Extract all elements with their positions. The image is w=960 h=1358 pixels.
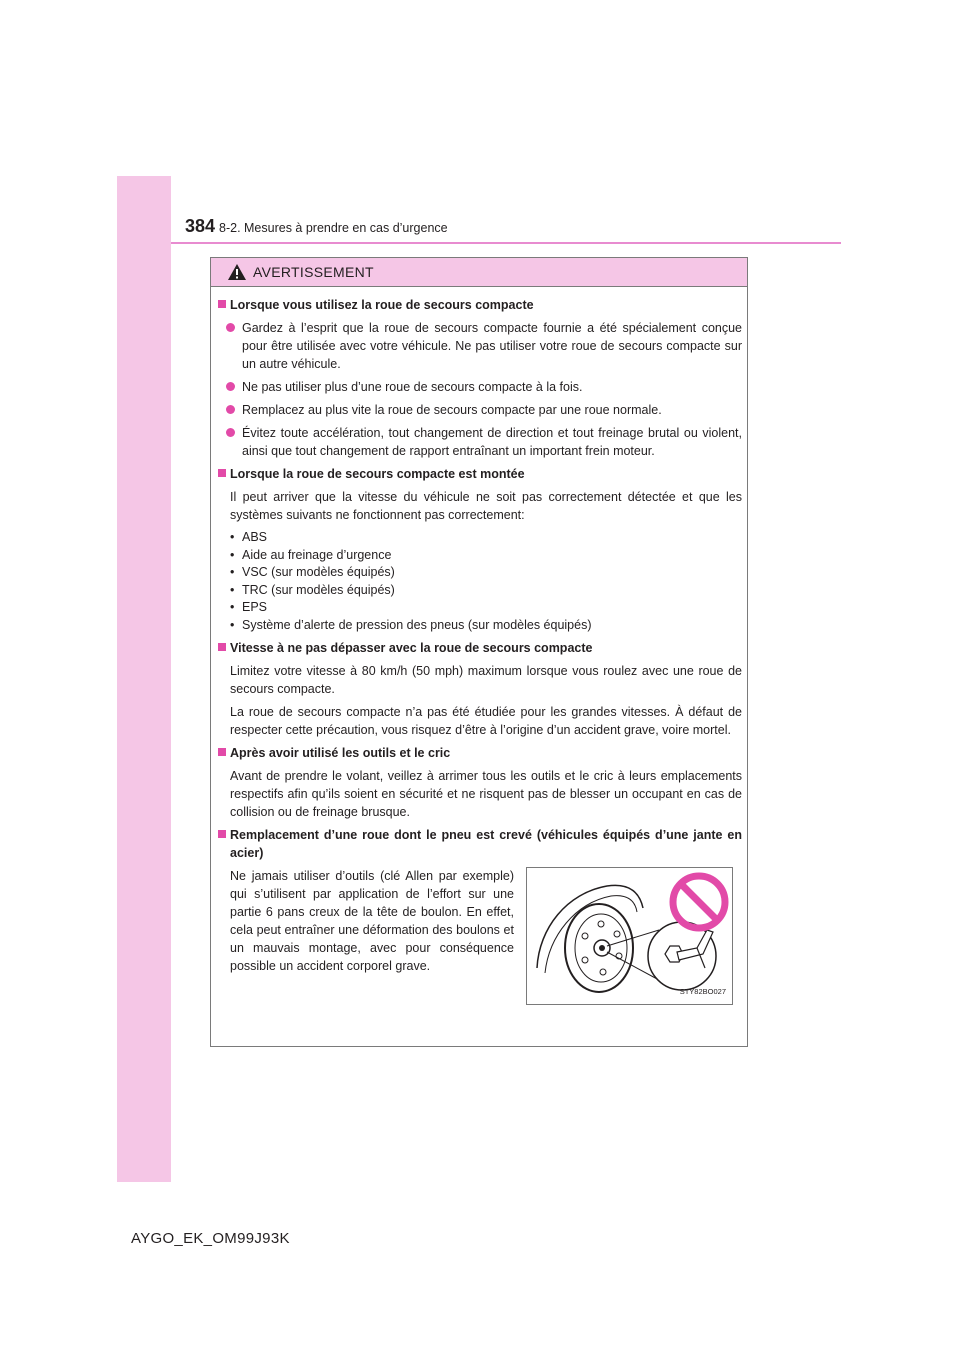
section-heading: Lorsque vous utilisez la roue de secours compacte	[218, 296, 742, 314]
paragraph: Il peut arriver que la vitesse du véhicule ne soit pas correctement détectée et que les systèmes suivants ne fonctionnent pas correctement:	[230, 490, 742, 522]
wrench-prohibited-illustration	[526, 867, 733, 1005]
bullet-dot-icon	[226, 323, 235, 332]
square-marker-icon	[218, 830, 226, 838]
section-heading: Vitesse à ne pas dépasser avec la roue de secours compacte	[218, 639, 742, 657]
paragraph: Avant de prendre le volant, veillez à arrimer tous les outils et le cric à leurs emplacements respectifs afin qu’ils soient en sécurité et ne risquent pas de blesser un occupant en cas de collision ou de freinage brusque.	[230, 769, 742, 819]
section-heading: Après avoir utilisé les outils et le cric	[218, 744, 742, 762]
list-item: • Système d’alerte de pression des pneus (sur modèles équipés)	[230, 617, 592, 632]
page-number: 384	[185, 216, 216, 236]
figure-code: STY82BO027	[679, 987, 726, 996]
square-marker-icon	[218, 748, 226, 756]
bullet-item: Gardez à l’esprit que la roue de secours compacte fournie a été spécialement conçue pour être utilisée avec votre véhicule. Ne pas utiliser votre roue de secours compacte sur un autre véhicule.	[222, 319, 742, 373]
warning-box	[210, 257, 748, 1047]
paragraph: La roue de secours compacte n’a pas été étudiée pour les grandes vitesses. À défaut de respecter cette précaution, vous risquez d’être à l’origine d’un accident grave, voire mortel.	[230, 705, 742, 737]
list-item: • VSC (sur modèles équipés)	[230, 565, 395, 579]
section-title: 8-2. Mesures à prendre en cas d’urgence	[219, 221, 448, 235]
paragraph: Limitez votre vitesse à 80 km/h (50 mph) maximum lorsque vous roulez avec une roue de secours compacte.	[230, 664, 742, 696]
document-code: AYGO_EK_OM99J93K	[131, 1230, 290, 1247]
list-item: • ABS	[230, 530, 268, 544]
square-marker-icon	[218, 300, 226, 308]
warning-header	[211, 258, 747, 287]
square-marker-icon	[218, 643, 226, 651]
list-item: • EPS	[230, 600, 268, 614]
list-item: • TRC (sur modèles équipés)	[230, 582, 395, 597]
warning-body	[218, 296, 742, 1017]
bullet-dot-icon	[226, 405, 235, 414]
bullet-item: Remplacez au plus vite la roue de secours compacte par une roue normale.	[222, 401, 742, 419]
illustrated-warning	[218, 867, 742, 1017]
bullet-item: Évitez toute accélération, tout changement de direction et tout freinage brutal ou violent, ainsi que tout changement de rapport entraînant un important frein moteur.	[222, 424, 742, 460]
square-marker-icon	[218, 469, 226, 477]
list-item: • Aide au freinage d’urgence	[230, 547, 392, 562]
bullet-dot-icon	[226, 382, 235, 391]
systems-list	[218, 529, 742, 634]
paragraph: Ne jamais utiliser d’outils (clé Allen par exemple) qui s’utilisent par application de l’effort sur une partie 6 pans creux de la tête de boulon. En effet, cela peut entraîner une déformation des boulons et un mauvais montage, avec pour conséquence possible un accident corporel grave.	[230, 869, 514, 973]
side-tab-band	[117, 176, 171, 1182]
warning-title: AVERTISSEMENT	[253, 264, 374, 280]
section-heading: Lorsque la roue de secours compacte est montée	[218, 465, 742, 483]
warning-triangle-icon	[227, 263, 247, 281]
bullet-dot-icon	[226, 428, 235, 437]
header-rule	[171, 242, 841, 244]
bullet-item: Ne pas utiliser plus d’une roue de secours compacte à la fois.	[222, 378, 742, 396]
section-heading: Remplacement d’une roue dont le pneu est crevé (véhicules équipés d’une jante en acier)	[218, 826, 742, 862]
